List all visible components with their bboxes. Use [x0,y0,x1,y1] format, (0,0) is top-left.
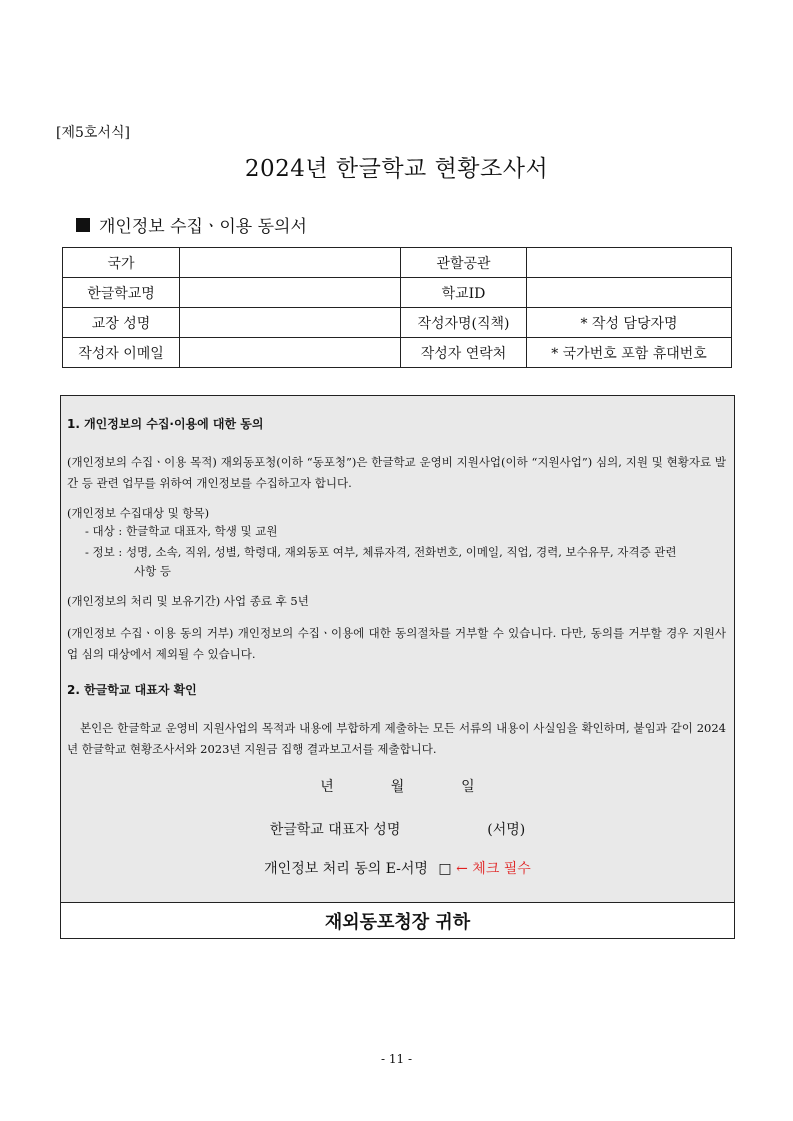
label-school-id: 학교ID [401,278,527,308]
items-title: (개인정보 수집대상 및 항목) [67,506,210,520]
field-country[interactable] [180,248,401,278]
esign-label: 개인정보 처리 동의 E-서명 [264,861,428,877]
heading-consent: 1. 개인정보의 수집·이용에 대한 동의 [67,417,264,431]
info-table [62,247,732,368]
field-author-name[interactable]: * 작성 담당자명 [527,308,732,338]
heading-confirm: 2. 한글학교 대표자 확인 [67,683,197,697]
table-row [63,308,732,338]
square-bullet-icon [76,218,90,232]
section-heading [76,212,307,237]
consent-body [61,396,734,903]
field-author-email[interactable] [180,338,401,368]
table-row [63,338,732,368]
date-year: 년 [320,779,334,795]
label-author-email: 작성자 이메일 [63,338,180,368]
date-month: 월 [390,779,405,795]
recipient-line: 재외동포청장 귀하 [324,911,471,933]
date-day: 일 [461,779,475,795]
label-author-phone: 작성자 연락처 [401,338,527,368]
consent-box [60,395,735,939]
refusal-text: (개인정보 수집ㆍ이용 동의 거부) 개인정보의 수집ㆍ이용에 대한 동의절차를 거부할 수 있습니다. 다만, 동의를 거부할 경우 지원사업 심의 대상에서 제외될 수 있습니다. [67,626,726,661]
confirm-text: 본인은 한글학교 운영비 지원사업의 목적과 내용에 부합하게 제출하는 모든 서류의 내용이 사실임을 확인하며, 붙임과 같이 2024년 한글학교 현황조사서와 2023년 지원금 집행 결과보고서를 제출합니다. [67,721,726,756]
item-info-cont: 사항 등 [134,564,171,578]
esign-checkbox[interactable]: □ [438,861,452,877]
field-author-phone[interactable]: * 국가번호 포함 휴대번호 [527,338,732,368]
field-consulate[interactable] [527,248,732,278]
section-heading-text: 개인정보 수집ㆍ이용 동의서 [99,217,307,237]
form-label: [제5호서식] [56,125,130,141]
label-author-name: 작성자명(직책) [401,308,527,338]
signature-label: (서명) [487,822,526,838]
label-principal-name: 교장 성명 [63,308,180,338]
esign-line [61,858,734,878]
page-number: - 11 - [380,1052,412,1066]
table-row [63,248,732,278]
field-principal-name[interactable] [180,308,401,338]
rep-name-label: 한글학교 대표자 성명 [269,822,401,838]
field-school-name[interactable] [180,278,401,308]
item-info: - 정보 : 성명, 소속, 직위, 성별, 학령대, 재외동포 여부, 체류자격, 전화번호, 이메일, 직업, 경력, 보수유무, 자격증 관련 [85,545,677,559]
field-school-id[interactable] [527,278,732,308]
purpose-text: (개인정보의 수집ㆍ이용 목적) 재외동포청(이하 “동포청”)은 한글학교 운영비 지원사업(이하 “지원사업”) 심의, 지원 및 현황자료 발간 등 관련 업무를 위하여 개인정보를 수집하고자 합니다. [67,455,726,490]
item-target: - 대상 : 한글학교 대표자, 학생 및 교원 [85,524,278,538]
rep-sign-line [61,819,734,839]
esign-note: ← 체크 필수 [456,861,531,877]
date-line [61,776,734,796]
label-country: 국가 [63,248,180,278]
retention-text: (개인정보의 처리 및 보유기간) 사업 종료 후 5년 [67,594,309,608]
label-school-name: 한글학교명 [63,278,180,308]
page-title: 2024년 한글학교 현황조사서 [244,156,549,182]
table-row [63,278,732,308]
label-consulate: 관할공관 [401,248,527,278]
